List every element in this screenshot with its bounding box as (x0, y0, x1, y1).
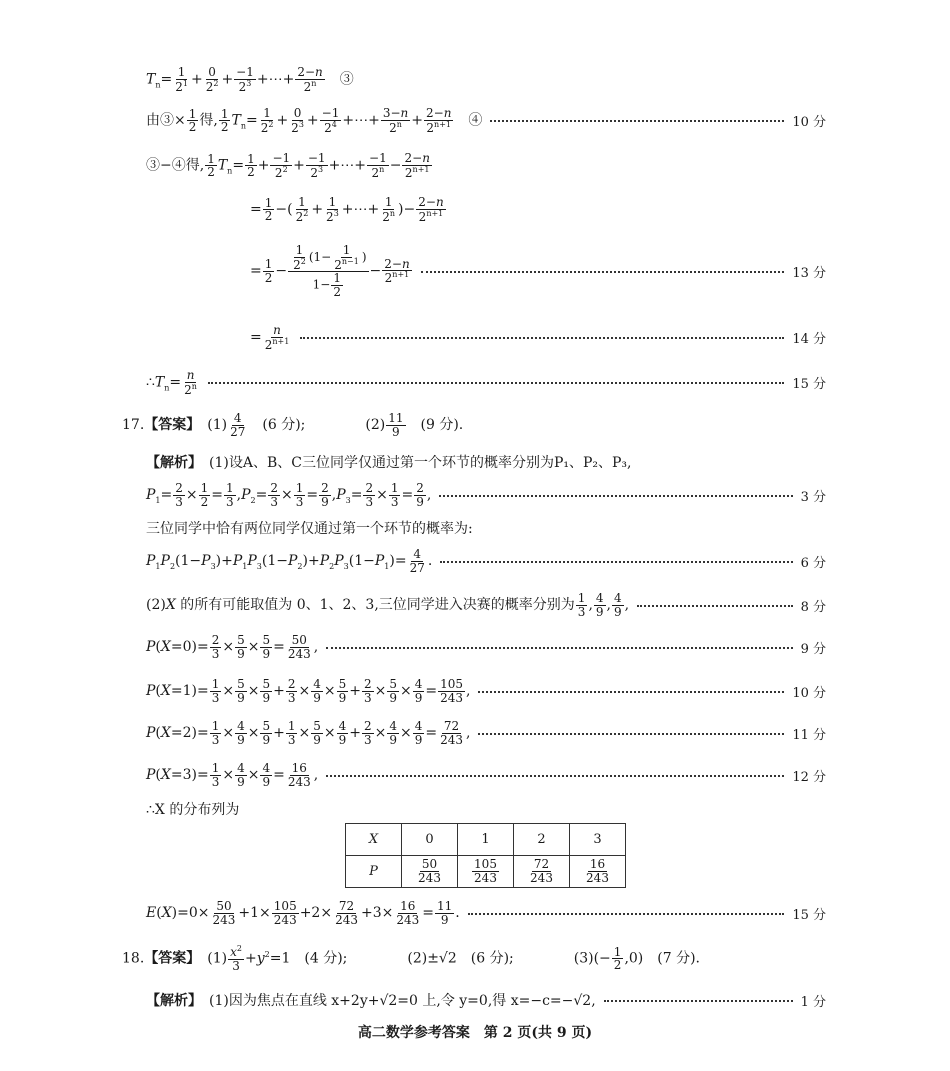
q17-p-values: $P_1=$ $\frac{2}{3}$ × $\frac{1}{2}$ = $\frac{1}{3}$ $,P_2=$ $\frac{2}{3}$ × $\frac{1}{3}$ = $\frac{2}{9}$ $,P_3=$ $\frac{2}{3}$ × $\frac{1}{3}$ = $\frac{2}{9}$ , 3 分 (146, 481, 826, 509)
q18-analysis-tag: 【解析】 (146, 993, 195, 1009)
score-12: 12 分 (792, 769, 826, 785)
score-9: 9 分 (800, 641, 826, 657)
q18-analysis-text: (1)因为焦点在直线 x+2y+√2=0 上,令 y=0,得 x=−c=−√2, (209, 993, 596, 1009)
distribution-table (345, 823, 626, 888)
q18-answer: 18.【答案】 (1) $\frac{x^2}{3}$ $+y^2=1$ (4 分); (2)±√2 (6 分); (3)(− $\frac{1}{2}$ ,0) (7 分). (122, 944, 700, 973)
score-6: 6 分 (800, 555, 826, 571)
q17-two-pass-text: 三位同学中恰有两位同学仅通过第一个环节的概率为: (146, 521, 473, 537)
table-cell: $\frac{105}{243}$ (458, 856, 514, 888)
q17-px0: P(X=0)= $\frac{2}{3}$ × $\frac{5}{9}$ × $\frac{5}{9}$ = $\frac{50}{243}$ , 9 分 (146, 633, 826, 661)
q17-two-pass-formula: $P_1P_2(1-P_3)+P_1P_3(1-P_2)+P_2P_3(1-P_1)=$ $\frac{4}{27}$ . 6 分 (146, 547, 826, 575)
half-tn-line: 由③× $\frac{1}{2}$ 得, $\frac{1}{2}$ $T_n=$ $\frac{1}{2^2}$ + $\frac{0}{2^3}$ + $\frac{-1}{2^4}$ +⋯+ $\frac{3-n}{2^n}$ + $\frac{2-n}{2^{n+1}}$ ④ 10 分 (146, 106, 826, 135)
table-cell: $\frac{16}{243}$ (570, 856, 626, 888)
score-14: 14 分 (792, 332, 826, 348)
page-footer: 高二数学参考答案 第 2 页(共 9 页) (357, 1025, 593, 1041)
q17-expectation: E(X)=0× $\frac{50}{243}$ +1× $\frac{105}{243}$ +2× $\frac{72}{243}$ +3× $\frac{16}{243}$ = $\frac{11}{9}$ . 15 分 (146, 899, 826, 927)
tn-definition: $T_n=$ $\frac{1}{2^1}$ + $\frac{0}{2^2}$ + $\frac{-1}{2^3}$ +⋯+ $\frac{2-n}{2^n}$ ③ (146, 65, 354, 94)
score-10a: 10 分 (792, 115, 826, 131)
table-cell: $\frac{50}{243}$ (402, 856, 458, 888)
q17-answer-tag: 【答案】 (144, 417, 194, 434)
tn-result: $\therefore T_n=$ $\frac{n}{2^n}$ 15 分 (146, 368, 826, 397)
subtract-line: ③−④得, $\frac{1}{2}$ $T_n=$ $\frac{1}{2}$ + $\frac{-1}{2^2}$ + $\frac{-1}{2^3}$ +⋯+ $\frac{-1}{2^n}$ − $\frac{2-n}{2^{n+1}}$ (146, 151, 430, 180)
q17-dist-label (146, 799, 826, 819)
dist-label-text: ∴X 的分布列为 (146, 802, 240, 818)
table-cell: X (346, 824, 402, 856)
table-cell: 1 (458, 824, 514, 856)
step-line-6: = $\frac{n}{2^{n+1}}$ 14 分 (250, 323, 826, 352)
score-10b: 10 分 (792, 685, 826, 701)
q17-number: 17. (122, 417, 145, 434)
q18-analysis (146, 990, 826, 1010)
table-row (346, 856, 626, 888)
q17-px3: P(X=3)= $\frac{1}{3}$ × $\frac{4}{9}$ × $\frac{4}{9}$ = $\frac{16}{243}$ , 12 分 (146, 761, 826, 789)
score-15b: 15 分 (792, 907, 826, 923)
table-cell: 0 (402, 824, 458, 856)
q18-answer-tag: 【答案】 (144, 950, 194, 967)
q17-px1: P(X=1)= $\frac{1}{3}$ × $\frac{5}{9}$ × $\frac{5}{9}$ + $\frac{2}{3}$ × $\frac{4}{9}$ × $\frac{5}{9}$ + $\frac{2}{3}$ × $\frac{5}{9}$ × $\frac{4}{9}$ = $\frac{105}{243}$ , 10 分 (146, 677, 826, 705)
q17-analysis-intro (146, 452, 826, 472)
table-cell: P (346, 856, 402, 888)
table-cell: 3 (570, 824, 626, 856)
q17-analysis-tag: 【解析】 (146, 455, 195, 471)
score-3: 3 分 (800, 489, 826, 505)
score-8: 8 分 (800, 599, 826, 615)
score-13: 13 分 (792, 265, 826, 281)
score-1: 1 分 (800, 994, 826, 1010)
step-line-4: = $\frac{1}{2}$ −( $\frac{1}{2^2}$ + $\frac{1}{2^3}$ +⋯+ $\frac{1}{2^n}$ )− $\frac{2-n}{2^{n+1}}$ (250, 195, 444, 224)
q17-part2: (2)X 的所有可能取值为 0、1、2、3,三位同学进入决赛的概率分别为 $\frac{1}{3}$ , $\frac{4}{9}$ , $\frac{4}{9}$ , 8 分 (146, 591, 826, 619)
score-11: 11 分 (792, 727, 826, 743)
score-15a: 15 分 (792, 377, 826, 393)
table-cell: $\frac{72}{243}$ (514, 856, 570, 888)
q17-intro-text: (1)设A、B、C三位同学仅通过第一个环节的概率分别为P₁、P₂、P₃, (209, 455, 632, 471)
q17-two-pass-label (146, 518, 826, 538)
table-cell: 2 (514, 824, 570, 856)
q17-px2: P(X=2)= $\frac{1}{3}$ × $\frac{4}{9}$ × $\frac{5}{9}$ + $\frac{1}{3}$ × $\frac{5}{9}$ × $\frac{4}{9}$ + $\frac{2}{3}$ × $\frac{4}{9}$ × $\frac{4}{9}$ = $\frac{72}{243}$ , 11 分 (146, 719, 826, 747)
table-row (346, 824, 626, 856)
q18-number: 18. (122, 950, 145, 967)
q17-answer: 17.【答案】 (1) $\frac{4}{27}$ (6 分); (2) $\frac{11}{9}$ (9 分). (122, 411, 464, 439)
step-line-5: = $\frac{1}{2}$ − $\frac{1}{2^2}$ (1− $\frac{1}{2^{n-1}}$ ) 1− $\frac{1}{2}$ − $\frac{2-n}{2^{n+1}}$ 13 分 (250, 243, 826, 299)
